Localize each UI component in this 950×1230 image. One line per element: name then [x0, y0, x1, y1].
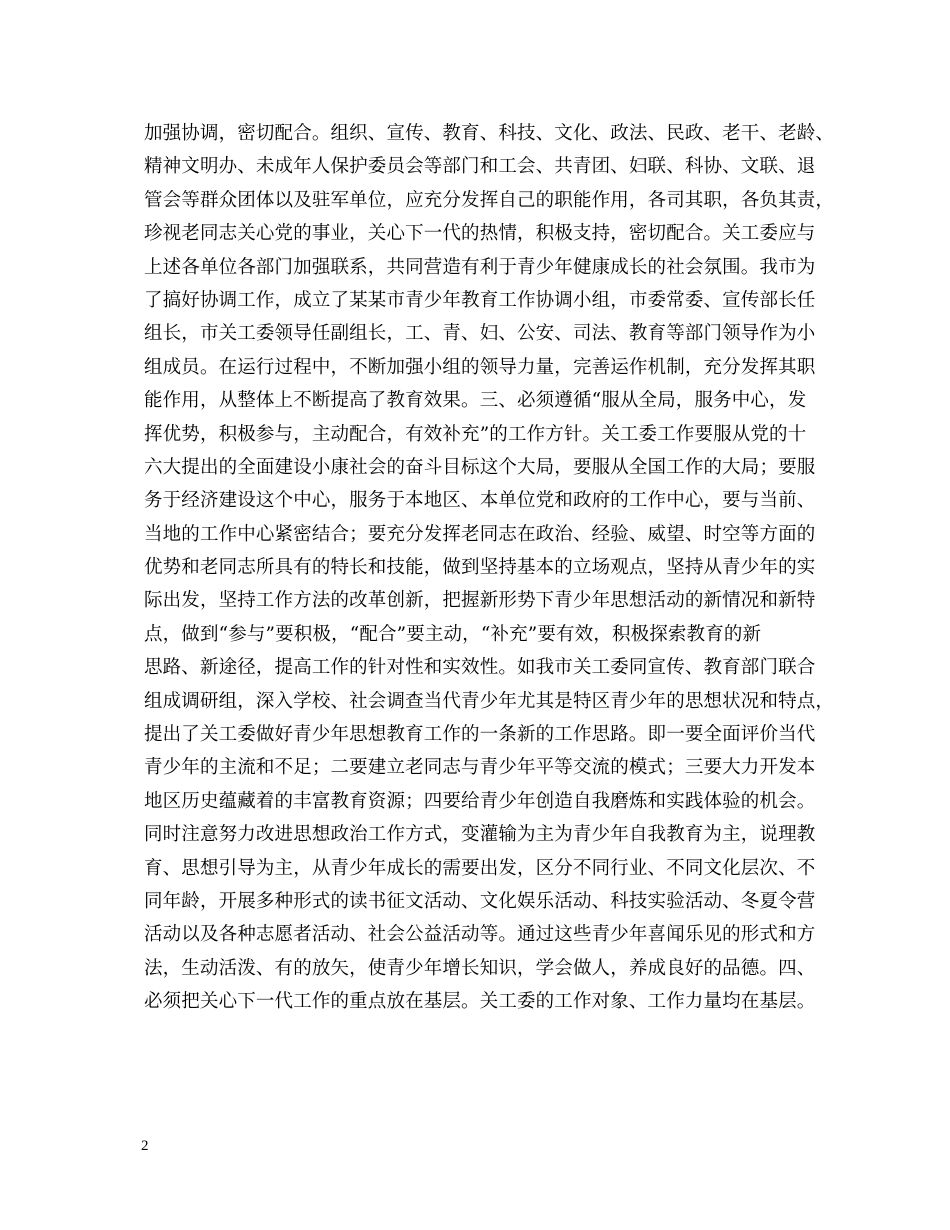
body-text	[144, 117, 844, 1019]
text-line: 际出发，坚持工作方法的改革创新，把握新形势下青少年思想活动的新情况和新特	[144, 590, 816, 612]
text-line: 加强协调，密切配合。组织、宣传、教育、科技、文化、政法、民政、老干、老龄、	[144, 123, 835, 144]
text-line: 珍视老同志关心党的事业，关心下一代的热情，积极支持，密切配合。关工委应与	[144, 223, 816, 245]
text-line: 同时注意努力改进思想政治工作方式，变灌输为主为青少年自我教育为主，说理教	[144, 824, 816, 846]
text-line: 务于经济建设这个中心，服务于本地区、本单位党和政府的工作中心，要与当前、	[144, 490, 816, 512]
text-line: 了搞好协调工作，成立了某某市青少年教育工作协调小组，市委常委、宣传部长任	[144, 289, 816, 311]
text-line: 管会等群众团体以及驻军单位，应充分发挥自己的职能作用，各司其职，各负其责，	[144, 189, 835, 211]
text-line: 提出了关工委做好青少年思想教育工作的一条新的工作思路。即一要全面评价当代	[144, 724, 816, 746]
text-line: 育、思想引导为主，从青少年成长的需要出发，区分不同行业、不同文化层次、不	[144, 857, 816, 879]
text-line: 能作用，从整体上不断提高了教育效果。三、必须遵循“服从全局，服务中心，发	[144, 390, 807, 412]
text-line: 活动以及各种志愿者活动、社会公益活动等。通过这些青少年喜闻乐见的形式和方	[144, 924, 816, 946]
text-line: 上述各单位各部门加强联系，共同营造有利于青少年健康成长的社会氛围。我市为	[144, 256, 816, 278]
text-line: 点，做到“参与”要积极，“配合”要主动，“补充”要有效，积极探索教育的新	[144, 623, 762, 645]
text-line: 法，生动活泼、有的放矢，使青少年增长知识，学会做人，养成良好的品德。四、	[144, 957, 816, 979]
text-line: 当地的工作中心紧密结合；要充分发挥老同志在政治、经验、威望、时空等方面的	[144, 523, 816, 545]
text-line: 思路、新途径，提高工作的针对性和实效性。如我市关工委同宣传、教育部门联合	[144, 657, 816, 679]
text-line: 必须把关心下一代工作的重点放在基层。关工委的工作对象、工作力量均在基层。	[144, 991, 816, 1013]
text-line: 优势和老同志所具有的特长和技能，做到坚持基本的立场观点，坚持从青少年的实	[144, 557, 816, 579]
text-line: 青少年的主流和不足；二要建立老同志与青少年平等交流的模式；三要大力开发本	[144, 757, 816, 779]
text-line: 同年龄，开展多种形式的读书征文活动、文化娱乐活动、科技实验活动、冬夏令营	[144, 890, 816, 912]
text-line: 地区历史蕴藏着的丰富教育资源；四要给青少年创造自我磨炼和实践体验的机会。	[144, 790, 816, 812]
page-number: 2	[141, 1138, 149, 1154]
text-line: 六大提出的全面建设小康社会的奋斗目标这个大局，要服从全国工作的大局；要服	[144, 456, 816, 478]
text-line: 组长，市关工委领导任副组长，工、青、妇、公安、司法、教育等部门领导作为小	[144, 323, 816, 345]
text-line: 组成员。在运行过程中，不断加强小组的领导力量，完善运作机制，充分发挥其职	[144, 356, 816, 378]
text-line: 挥优势，积极参与，主动配合，有效补充”的工作方针。关工委工作要服从党的十	[144, 423, 807, 445]
text-line: 精神文明办、未成年人保护委员会等部门和工会、共青团、妇联、科协、文联、退	[144, 156, 816, 178]
text-line: 组成调研组，深入学校、社会调查当代青少年尤其是特区青少年的思想状况和特点，	[144, 690, 835, 712]
